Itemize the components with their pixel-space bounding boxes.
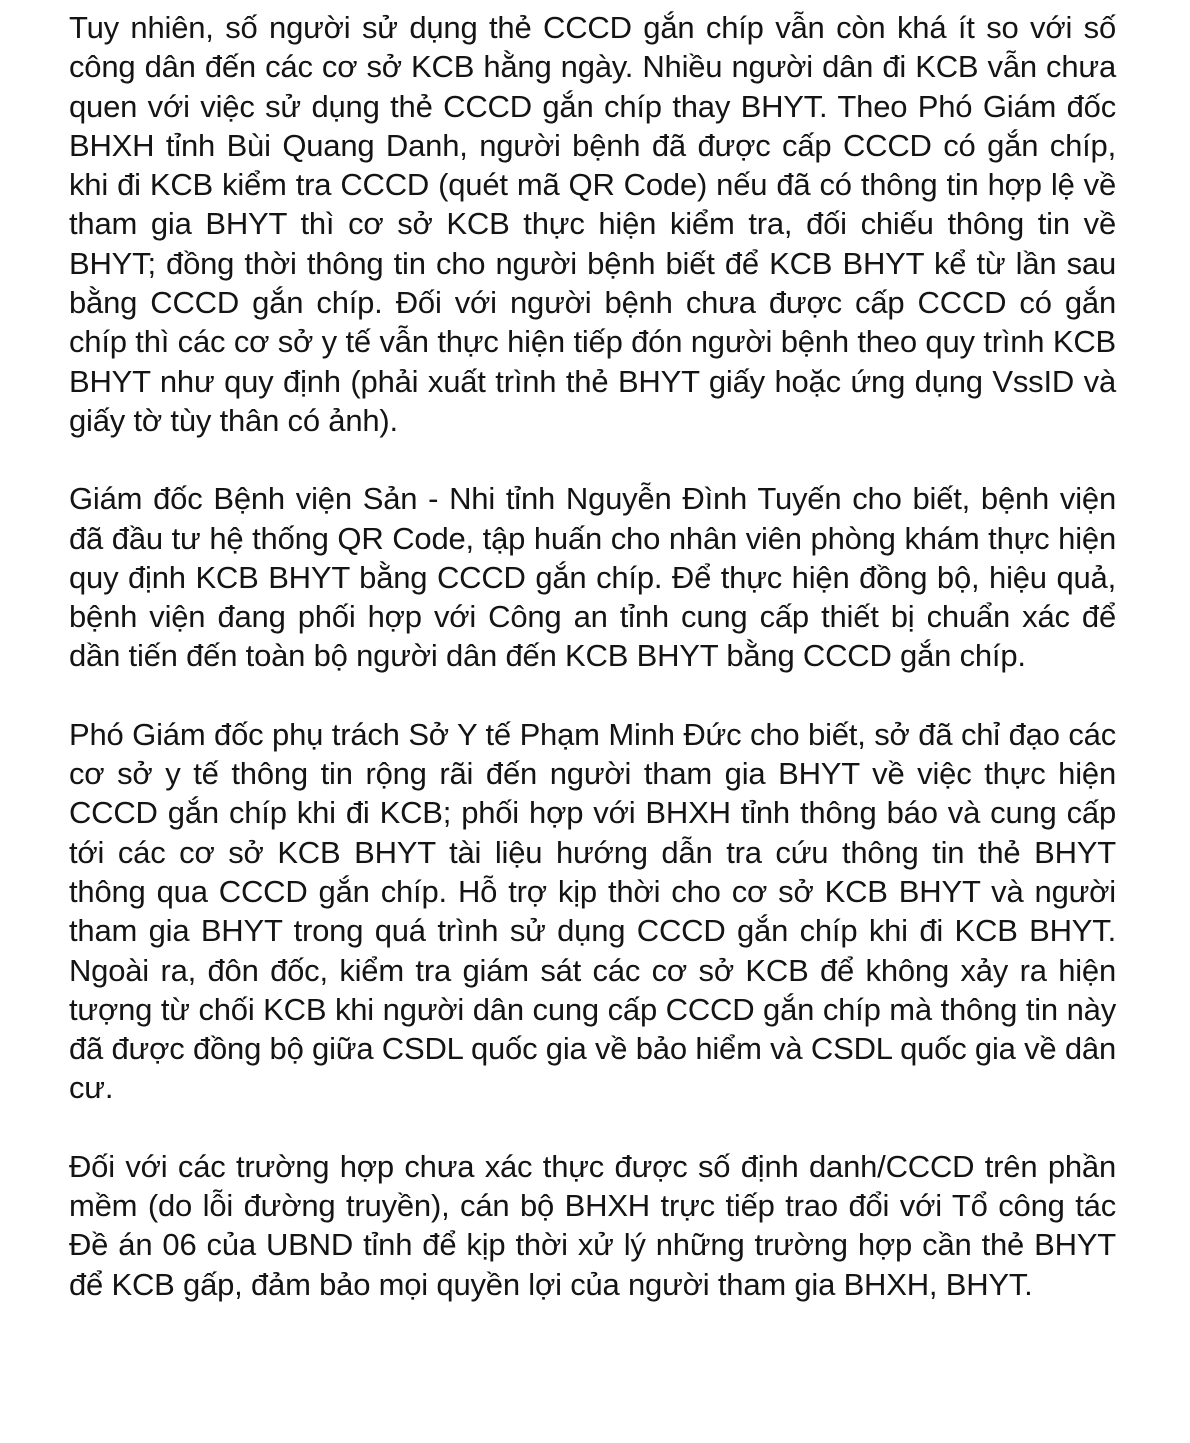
article-body [69,8,1116,1343]
paragraph-4: Đối với các trường hợp chưa xác thực được số định danh/CCCD trên phần mềm (do lỗi đường truyền), cán bộ BHXH trực tiếp trao đổi với Tổ công tác Đề án 06 của UBND tỉnh để kịp thời xử lý những trường hợp cần thẻ BHYT để KCB gấp, đảm bảo mọi quyền lợi của người tham gia BHXH, BHYT. [69,1148,1116,1302]
paragraph-2: Giám đốc Bệnh viện Sản - Nhi tỉnh Nguyễn Đình Tuyến cho biết, bệnh viện đã đầu tư hệ thống QR Code, tập huấn cho nhân viên phòng khám thực hiện quy định KCB BHYT bằng CCCD gắn chíp. Để thực hiện đồng bộ, hiệu quả, bệnh viện đang phối hợp với Công an tỉnh cung cấp thiết bị chuẩn xác để dần tiến đến toàn bộ người dân đến KCB BHYT bằng CCCD gắn chíp. [69,481,1116,674]
paragraph-3: Phó Giám đốc phụ trách Sở Y tế Phạm Minh Đức cho biết, sở đã chỉ đạo các cơ sở y tế thông tin rộng rãi đến người tham gia BHYT về việc thực hiện CCCD gắn chíp khi đi KCB; phối hợp với BHXH tỉnh thông báo và cung cấp tới các cơ sở KCB BHYT tài liệu hướng dẫn tra cứu thông tin thẻ BHYT thông qua CCCD gắn chíp. Hỗ trợ kịp thời cho cơ sở KCB BHYT và người tham gia BHYT trong quá trình sử dụng CCCD gắn chíp khi đi KCB BHYT. Ngoài ra, đôn đốc, kiểm tra giám sát các cơ sở KCB để không xảy ra hiện tượng từ chối KCB khi người dân cung cấp CCCD gắn chíp mà thông tin này đã được đồng bộ giữa CSDL quốc gia về bảo hiểm và CSDL quốc gia về dân cư. [69,716,1116,1106]
paragraph-1: Tuy nhiên, số người sử dụng thẻ CCCD gắn chíp vẫn còn khá ít so với số công dân đến các cơ sở KCB hằng ngày. Nhiều người dân đi KCB vẫn chưa quen với việc sử dụng thẻ CCCD gắn chíp thay BHYT. Theo Phó Giám đốc BHXH tỉnh Bùi Quang Danh, người bệnh đã được cấp CCCD có gắn chíp, khi đi KCB kiểm tra CCCD (quét mã QR Code) nếu đã có thông tin hợp lệ về tham gia BHYT thì cơ sở KCB thực hiện kiểm tra, đối chiếu thông tin về BHYT; đồng thời thông tin cho người bệnh biết để KCB BHYT kể từ lần sau bằng CCCD gắn chíp. Đối với người bệnh chưa được cấp CCCD có gắn chíp thì các cơ sở y tế vẫn thực hiện tiếp đón người bệnh theo quy trình KCB BHYT như quy định (phải xuất trình thẻ BHYT giấy hoặc ứng dụng VssID và giấy tờ tùy thân có ảnh). [69,10,1116,438]
